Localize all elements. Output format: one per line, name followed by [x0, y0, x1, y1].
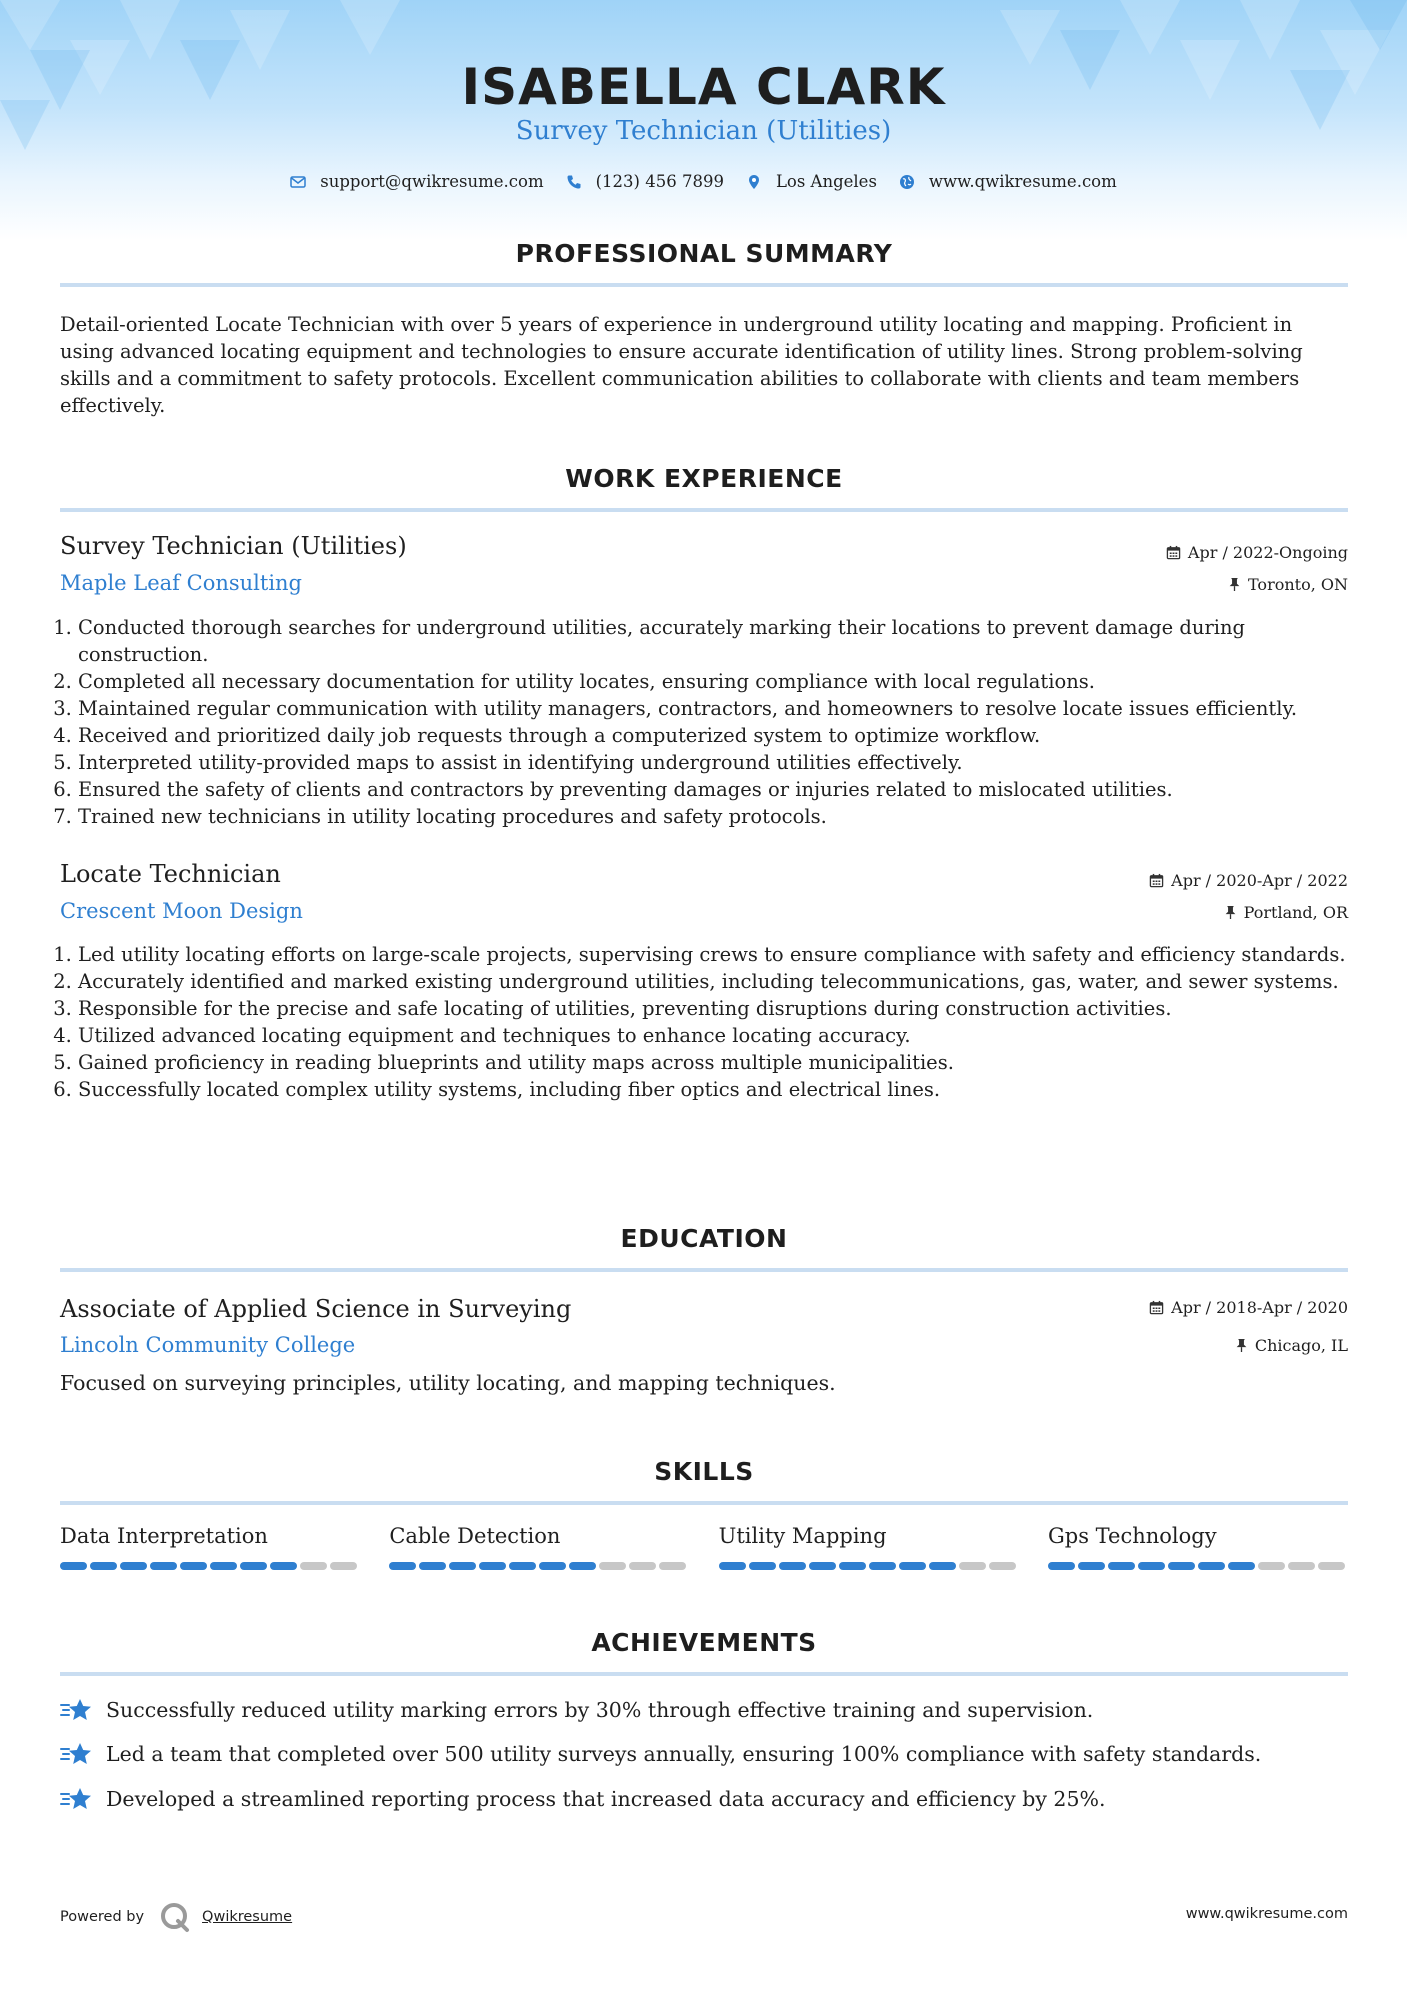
list-item: 7. Trained new technicians in utility locating procedures and safety protocols.	[78, 803, 1366, 830]
job-location	[1224, 903, 1348, 922]
location-text: Los Angeles	[775, 172, 877, 191]
skill-segment-filled	[779, 1562, 806, 1570]
list-item: 4. Received and prioritized daily job requests through a computerized system to optimize workflow.	[78, 722, 1366, 749]
header-banner	[0, 0, 1407, 240]
skill-name: Utility Mapping	[718, 1524, 887, 1548]
star-icon	[60, 1697, 93, 1723]
calendar-icon	[1149, 873, 1164, 888]
phone-text: (123) 456 7899	[595, 172, 724, 191]
job-company: Crescent Moon Design	[60, 899, 303, 923]
skill-segment-filled	[1228, 1562, 1255, 1570]
achievement-item	[60, 1786, 1348, 1812]
job-bullet-list	[60, 941, 1366, 1103]
summary-text: Detail-oriented Locate Technician with over 5 years of experience in underground utility locating and mapping. Proficient in using advanced locating equipment and technologies to ensure accurate identification of utility lines. Strong problem-solving skills and a commitment to safety protocols. Excellent communication abilities to collaborate with clients and team members effectively.	[60, 313, 1303, 417]
list-item: 3. Maintained regular communication with utility managers, contractors, and homeowners to resolve locate issues efficiently.	[78, 695, 1366, 722]
job-dates	[1166, 543, 1348, 562]
contact-bar	[0, 172, 1407, 191]
skill-segment-empty	[1258, 1562, 1285, 1570]
skill-item	[60, 1524, 360, 1570]
candidate-name: ISABELLA CLARK	[461, 58, 946, 116]
phone-icon	[566, 174, 582, 190]
skill-segment-filled	[929, 1562, 956, 1570]
skill-segment-filled	[270, 1562, 297, 1570]
contact-website[interactable]	[899, 172, 1117, 191]
list-item: 4. Utilized advanced locating equipment and techniques to enhance locating accuracy.	[78, 1022, 1366, 1049]
education-location-text: Chicago, IL	[1254, 1336, 1348, 1355]
skill-segment-filled	[1078, 1562, 1105, 1570]
skill-segment-filled	[389, 1562, 416, 1570]
skill-segment-filled	[449, 1562, 476, 1570]
skill-segment-filled	[749, 1562, 776, 1570]
skill-segment-empty	[330, 1562, 357, 1570]
skill-segment-filled	[210, 1562, 237, 1570]
skill-segment-filled	[1048, 1562, 1075, 1570]
star-icon	[60, 1741, 93, 1767]
education-divider	[60, 1268, 1348, 1272]
skill-level-bar	[60, 1562, 360, 1570]
education-location	[1235, 1336, 1348, 1355]
skill-name: Cable Detection	[389, 1524, 561, 1548]
envelope-icon	[290, 174, 306, 190]
pushpin-icon	[1224, 905, 1237, 920]
powered-by-label: Powered by	[60, 1909, 145, 1925]
skill-segment-empty	[599, 1562, 626, 1570]
skill-item	[1048, 1524, 1348, 1570]
email-text: support@qwikresume.com	[320, 172, 544, 191]
calendar-icon	[1149, 1300, 1164, 1315]
skill-segment-filled	[719, 1562, 746, 1570]
qwikresume-logo-icon	[158, 1900, 192, 1934]
achievement-text: Developed a streamlined reporting process that increased data accuracy and efficiency by 25%.	[106, 1787, 1106, 1811]
skills-divider	[60, 1501, 1348, 1505]
job-dates-text: Apr / 2022-Ongoing	[1187, 543, 1348, 562]
skill-level-bar	[1048, 1562, 1348, 1570]
list-item: 5. Gained proficiency in reading blueprints and utility maps across multiple municipalities.	[78, 1049, 1366, 1076]
experience-divider	[60, 508, 1348, 512]
skill-item	[719, 1524, 1019, 1570]
star-icon	[60, 1786, 93, 1812]
job-bullet-list	[60, 614, 1366, 830]
skill-segment-filled	[90, 1562, 117, 1570]
education-dates	[1149, 1298, 1348, 1317]
skill-segment-empty	[300, 1562, 327, 1570]
skill-name: Data Interpretation	[60, 1524, 268, 1548]
globe-icon	[899, 174, 915, 190]
school-name: Lincoln Community College	[60, 1333, 356, 1357]
skill-segment-empty	[629, 1562, 656, 1570]
contact-email[interactable]	[290, 172, 543, 191]
list-item: 5. Interpreted utility-provided maps to assist in identifying underground utilities effectively.	[78, 749, 1366, 776]
skill-segment-filled	[899, 1562, 926, 1570]
contact-phone[interactable]	[566, 172, 724, 191]
achievement-item	[60, 1741, 1348, 1767]
skills-grid	[60, 1524, 1348, 1570]
skill-segment-filled	[1198, 1562, 1225, 1570]
footer-powered-by	[60, 1900, 292, 1934]
qwikresume-link[interactable]: Qwikresume	[202, 1909, 293, 1925]
calendar-icon	[1166, 545, 1181, 560]
skill-segment-filled	[839, 1562, 866, 1570]
list-item: 6. Successfully located complex utility systems, including fiber optics and electrical lines.	[78, 1076, 1366, 1103]
skill-level-bar	[389, 1562, 689, 1570]
education-description: Focused on surveying principles, utility locating, and mapping techniques.	[60, 1371, 836, 1395]
skill-segment-filled	[539, 1562, 566, 1570]
skill-segment-filled	[1138, 1562, 1165, 1570]
job-title: Survey Technician (Utilities)	[60, 532, 407, 560]
achievement-text: Led a team that completed over 500 utility surveys annually, ensuring 100% compliance with safety standards.	[106, 1742, 1262, 1766]
job-location-text: Portland, OR	[1243, 903, 1348, 922]
job-location	[1228, 575, 1348, 594]
contact-location	[746, 172, 877, 191]
map-pin-icon	[746, 174, 762, 190]
skill-level-bar	[719, 1562, 1019, 1570]
skill-segment-filled	[809, 1562, 836, 1570]
list-item: 6. Ensured the safety of clients and contractors by preventing damages or injuries related to mislocated utilities.	[78, 776, 1366, 803]
education-heading: EDUCATION	[620, 1224, 788, 1253]
achievements-divider	[60, 1672, 1348, 1676]
skill-item	[389, 1524, 689, 1570]
skill-segment-filled	[240, 1562, 267, 1570]
summary-heading: PROFESSIONAL SUMMARY	[515, 239, 893, 268]
skill-segment-filled	[869, 1562, 896, 1570]
skill-segment-empty	[1288, 1562, 1315, 1570]
job-dates	[1149, 871, 1348, 890]
skill-segment-filled	[1168, 1562, 1195, 1570]
website-text: www.qwikresume.com	[928, 172, 1117, 191]
job-dates-text: Apr / 2020-Apr / 2022	[1171, 871, 1348, 890]
pushpin-icon	[1235, 1338, 1248, 1353]
skill-name: Gps Technology	[1047, 1524, 1217, 1548]
summary-divider	[60, 283, 1348, 287]
list-item: 2. Completed all necessary documentation for utility locates, ensuring compliance with local regulations.	[78, 668, 1366, 695]
skill-segment-filled	[1108, 1562, 1135, 1570]
list-item: 3. Responsible for the precise and safe locating of utilities, preventing disruptions during construction activities.	[78, 995, 1366, 1022]
list-item: 2. Accurately identified and marked existing underground utilities, including telecommunications, gas, water, and sewer systems.	[78, 968, 1366, 995]
experience-heading: WORK EXPERIENCE	[565, 464, 843, 493]
skill-segment-filled	[479, 1562, 506, 1570]
list-item: 1. Conducted thorough searches for underground utilities, accurately marking their locations to prevent damage during construction.	[78, 614, 1366, 668]
skill-segment-empty	[989, 1562, 1016, 1570]
list-item: 1. Led utility locating efforts on large-scale projects, supervising crews to ensure compliance with safety and efficiency standards.	[78, 941, 1366, 968]
skill-segment-filled	[60, 1562, 87, 1570]
skill-segment-empty	[959, 1562, 986, 1570]
skill-segment-filled	[509, 1562, 536, 1570]
achievement-item	[60, 1697, 1348, 1723]
achievement-text: Successfully reduced utility marking errors by 30% through effective training and supervision.	[106, 1698, 1094, 1722]
candidate-title: Survey Technician (Utilities)	[515, 116, 892, 146]
degree-title: Associate of Applied Science in Surveying	[60, 1295, 572, 1323]
education-dates-text: Apr / 2018-Apr / 2020	[1171, 1298, 1348, 1317]
job-title: Locate Technician	[60, 860, 281, 888]
job-location-text: Toronto, ON	[1248, 575, 1348, 594]
achievements-heading: ACHIEVEMENTS	[591, 1628, 817, 1657]
skill-segment-filled	[419, 1562, 446, 1570]
skill-segment-empty	[1318, 1562, 1345, 1570]
pushpin-icon	[1228, 577, 1241, 592]
skill-segment-filled	[150, 1562, 177, 1570]
skill-segment-filled	[569, 1562, 596, 1570]
skill-segment-empty	[659, 1562, 686, 1570]
skills-heading: SKILLS	[654, 1457, 754, 1486]
skill-segment-filled	[180, 1562, 207, 1570]
footer-website[interactable]: www.qwikresume.com	[1185, 1906, 1348, 1922]
job-company: Maple Leaf Consulting	[60, 571, 303, 595]
skill-segment-filled	[120, 1562, 147, 1570]
